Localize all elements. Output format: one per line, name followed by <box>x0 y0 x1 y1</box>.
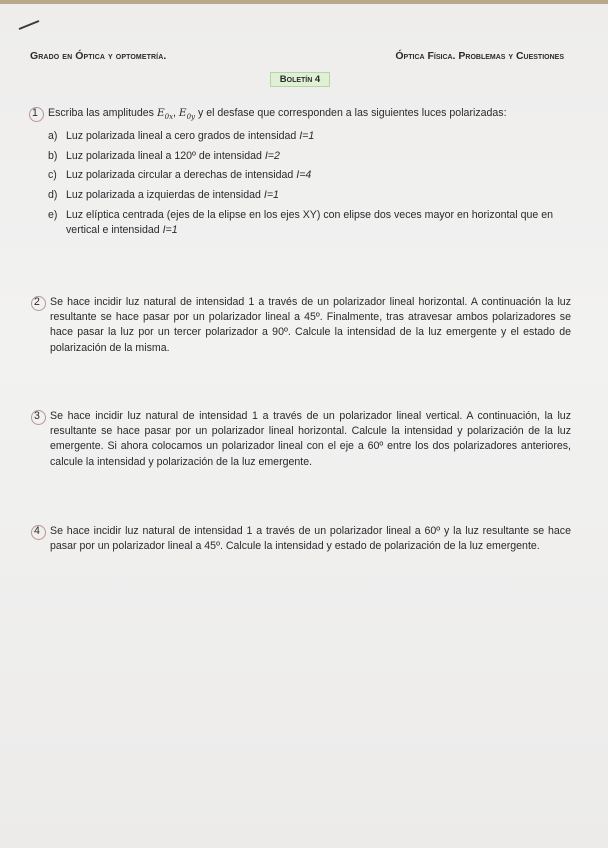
subject-title: Óptica Física. Problemas y Cuestiones <box>395 50 564 62</box>
question-4 <box>34 524 571 554</box>
intro-text-end: y el desfase que corresponden a las siguientes luces polarizadas: <box>197 107 507 119</box>
question-3 <box>34 409 571 470</box>
bulletin-badge: Boletín 4 <box>270 72 330 87</box>
sub-items-list <box>48 129 568 238</box>
amplitude-y: $E_{0y}$ <box>178 107 195 122</box>
question-number: 1 <box>32 106 38 121</box>
intro-text: Escriba las amplitudes <box>48 107 154 119</box>
question-number: 4 <box>34 524 40 539</box>
question-1 <box>32 106 568 242</box>
list-item: d) Luz polarizada a izquierdas de intensidad I=1 <box>48 189 279 202</box>
list-item: c) Luz polarizada circular a derechas de intensidad I=4 <box>48 169 312 182</box>
question-2 <box>34 295 571 356</box>
list-item: e) Luz elíptica centrada (ejes de la elipse en los ejes XY) con elipse dos veces mayor en horizontal que en vertical e intensidad I=1 <box>48 208 554 236</box>
amplitude-x: $E_{0x}$ <box>156 107 174 122</box>
question-number: 3 <box>34 409 40 424</box>
pen-mark <box>18 20 39 30</box>
question-intro: Escriba las amplitudes $E_{0x}$, $E_{0y}$ y el desfase que corresponden a las siguientes luces polarizadas: <box>48 107 507 122</box>
course-title: Grado en Óptica y optometría. <box>30 50 167 62</box>
question-text: Se hace incidir luz natural de intensidad 1 a través de un polarizador lineal a 60º y la luz resultante se hace pasar por un polarizador lineal a 45º. Calcule la intensidad y estado de polarización de la luz emergente. <box>50 525 571 553</box>
list-item: b) Luz polarizada lineal a 120º de intensidad I=2 <box>48 149 280 162</box>
question-text: Se hace incidir luz natural de intensidad 1 a través de un polarizador lineal vertical. A continuación, la luz resultante se hace pasar por un polarizador lineal horizontal. Calcule la intensidad y polarización de la luz emergente. Si ahora colocamos un polarizador lineal con el eje a 60º entre los dos polarizadores anteriores, calcule la intensidad y polarización de la luz emergente. <box>50 410 571 468</box>
question-number: 2 <box>34 295 40 310</box>
question-text: Se hace incidir luz natural de intensidad 1 a través de un polarizador lineal horizontal. A continuación la luz resultante se hace pasar por un polarizador lineal a 45º. Finalmente, tras atravesar ambos polarizadores se hace pasar la luz por un tercer polarizador a 90º. Calcule la intensidad de la luz emergente y el estado de polarización de la misma. <box>50 296 571 354</box>
list-item: a) Luz polarizada lineal a cero grados de intensidad I=1 <box>48 130 315 143</box>
